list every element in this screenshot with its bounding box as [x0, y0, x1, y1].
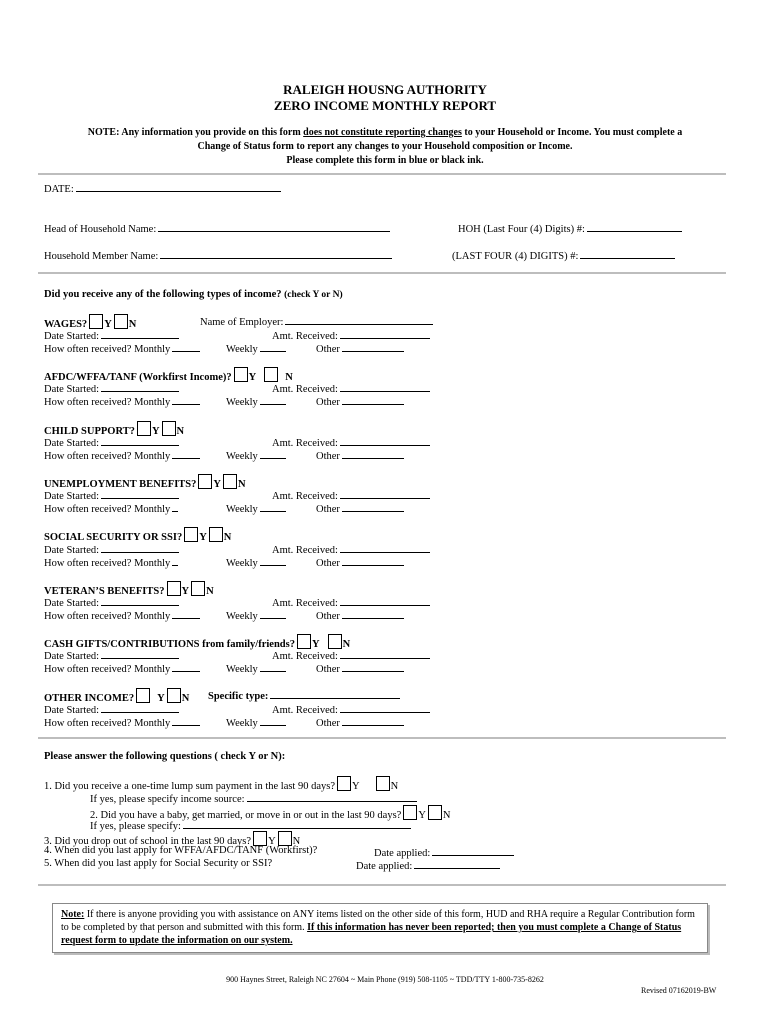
divider: [38, 737, 726, 739]
unemployment-row: UNEMPLOYMENT BENEFITS? Y N: [44, 474, 246, 491]
q2-n-checkbox[interactable]: [428, 805, 442, 820]
question-2: 2. Did you have a baby, get married, or move in or out in the last 90 days? Y N: [90, 805, 451, 822]
cash-gifts-n-checkbox[interactable]: [328, 634, 342, 649]
date-field[interactable]: DATE:: [44, 181, 281, 196]
weekly-field[interactable]: Weekly: [226, 555, 286, 570]
amt-received-field[interactable]: Amt. Received:: [272, 435, 430, 450]
notice-box: Note: If there is anyone providing you with assistance on ANY items listed on the other side of this form, HUD and RHA require a Regular Contribution form to be completed by that person and submitted with this form. If this information has never been reported; then you must complete a Change of Status request form to update the information on our system.: [52, 903, 708, 953]
date-started-field[interactable]: Date Started:: [44, 328, 179, 343]
other-income-row: OTHER INCOME? Y N: [44, 688, 189, 705]
child-support-row: CHILD SUPPORT? Y N: [44, 421, 184, 438]
date-started-field[interactable]: Date Started:: [44, 595, 179, 610]
divider: [38, 884, 726, 886]
org-name: RALEIGH HOUSNG AUTHORITY: [283, 82, 487, 97]
other-field[interactable]: Other: [316, 608, 404, 623]
amt-received-field[interactable]: Amt. Received:: [272, 488, 430, 503]
questions-heading: Please answer the following questions ( check Y or N):: [44, 751, 286, 762]
employer-field[interactable]: Name of Employer:: [200, 314, 433, 329]
footer-address: 900 Haynes Street, Raleigh NC 27604 ~ Main Phone (919) 508-1105 ~ TDD/TTY 1-800-735-8262: [226, 975, 544, 984]
date-started-field[interactable]: Date Started:: [44, 488, 179, 503]
amt-received-field[interactable]: Amt. Received:: [272, 328, 430, 343]
other-field[interactable]: Other: [316, 341, 404, 356]
afdc-row: AFDC/WFFA/TANF (Workfirst Income)? Y N: [44, 367, 293, 384]
last-four-field[interactable]: (LAST FOUR (4) DIGITS) #:: [452, 248, 675, 263]
note-line-1: NOTE: Any information you provide on this form does not constitute reporting changes to your Household or Income. You must complete a: [87, 127, 683, 138]
date-started-field[interactable]: Date Started:: [44, 702, 179, 717]
weekly-field[interactable]: Weekly: [226, 394, 286, 409]
other-income-n-checkbox[interactable]: [167, 688, 181, 703]
question-4: 4. When did you last apply for WFFA/AFDC/TANF (Workfirst)?: [44, 845, 318, 856]
amt-received-field[interactable]: Amt. Received:: [272, 381, 430, 396]
date-started-field[interactable]: Date Started:: [44, 648, 179, 663]
child-support-y-checkbox[interactable]: [137, 421, 151, 436]
how-often-field[interactable]: How often received? Monthly: [44, 341, 200, 356]
weekly-field[interactable]: Weekly: [226, 501, 286, 516]
divider: [38, 173, 726, 175]
how-often-field[interactable]: How often received? Monthly: [44, 608, 200, 623]
cash-gifts-y-checkbox[interactable]: [297, 634, 311, 649]
other-field[interactable]: Other: [316, 661, 404, 676]
child-support-n-checkbox[interactable]: [162, 421, 176, 436]
veteran-n-checkbox[interactable]: [191, 581, 205, 596]
q3-n-checkbox[interactable]: [278, 831, 292, 846]
afdc-n-checkbox[interactable]: [264, 367, 278, 382]
q2-specify-field[interactable]: If yes, please specify:: [90, 818, 411, 833]
other-income-y-checkbox[interactable]: [136, 688, 150, 703]
hoh-name-field[interactable]: Head of Household Name:: [44, 221, 390, 236]
how-often-field[interactable]: How often received? Monthly: [44, 394, 200, 409]
how-often-field[interactable]: How often received? Monthly: [44, 501, 178, 516]
divider: [38, 272, 726, 274]
cash-gifts-row: CASH GIFTS/CONTRIBUTIONS from family/friends? Y N: [44, 634, 350, 651]
q1-source-field[interactable]: If yes, please specify income source:: [90, 791, 417, 806]
ssi-y-checkbox[interactable]: [184, 527, 198, 542]
weekly-field[interactable]: Weekly: [226, 608, 286, 623]
how-often-field[interactable]: How often received? Monthly: [44, 448, 200, 463]
income-question: Did you receive any of the following types of income? (check Y or N): [44, 289, 343, 300]
specific-type-field[interactable]: Specific type:: [208, 688, 400, 703]
weekly-field[interactable]: Weekly: [226, 448, 286, 463]
wages-y-checkbox[interactable]: [89, 314, 103, 329]
wages-row: WAGES? Y N: [44, 314, 136, 331]
how-often-field[interactable]: How often received? Monthly: [44, 661, 200, 676]
amt-received-field[interactable]: Amt. Received:: [272, 702, 430, 717]
hoh-digits-field[interactable]: HOH (Last Four (4) Digits) #:: [458, 221, 682, 236]
date-started-field[interactable]: Date Started:: [44, 435, 179, 450]
other-field[interactable]: Other: [316, 448, 404, 463]
question-3: 3. Did you drop out of school in the last 90 days? Y N: [44, 831, 300, 848]
q3-y-checkbox[interactable]: [253, 831, 267, 846]
other-field[interactable]: Other: [316, 715, 404, 730]
question-5: 5. When did you last apply for Social Security or SSI?: [44, 858, 273, 869]
q1-n-checkbox[interactable]: [376, 776, 390, 791]
unemployment-y-checkbox[interactable]: [198, 474, 212, 489]
note-line-3: Please complete this form in blue or black ink.: [286, 155, 484, 166]
q1-y-checkbox[interactable]: [337, 776, 351, 791]
veteran-y-checkbox[interactable]: [167, 581, 181, 596]
date-started-field[interactable]: Date Started:: [44, 381, 179, 396]
date-started-field[interactable]: Date Started:: [44, 542, 179, 557]
ssi-row: SOCIAL SECURITY OR SSI? Y N: [44, 527, 231, 544]
q5-date-field[interactable]: Date applied:: [356, 858, 500, 873]
afdc-y-checkbox[interactable]: [234, 367, 248, 382]
veteran-row: VETERAN’S BENEFITS? Y N: [44, 581, 214, 598]
other-field[interactable]: Other: [316, 555, 404, 570]
member-name-field[interactable]: Household Member Name:: [44, 248, 392, 263]
question-1: 1. Did you receive a one-time lump sum payment in the last 90 days? Y N: [44, 776, 398, 793]
note-line-2: Change of Status form to report any changes to your Household composition or Income.: [197, 141, 573, 152]
revision-label: Revised 07162019-BW: [641, 986, 717, 995]
how-often-field[interactable]: How often received? Monthly: [44, 555, 178, 570]
other-field[interactable]: Other: [316, 501, 404, 516]
form-title: ZERO INCOME MONTHLY REPORT: [273, 98, 497, 113]
ssi-n-checkbox[interactable]: [209, 527, 223, 542]
how-often-field[interactable]: How often received? Monthly: [44, 715, 200, 730]
amt-received-field[interactable]: Amt. Received:: [272, 595, 430, 610]
weekly-field[interactable]: Weekly: [226, 341, 286, 356]
amt-received-field[interactable]: Amt. Received:: [272, 648, 430, 663]
q4-date-field[interactable]: Date applied:: [374, 845, 514, 860]
other-field[interactable]: Other: [316, 394, 404, 409]
weekly-field[interactable]: Weekly: [226, 661, 286, 676]
amt-received-field[interactable]: Amt. Received:: [272, 542, 430, 557]
wages-n-checkbox[interactable]: [114, 314, 128, 329]
weekly-field[interactable]: Weekly: [226, 715, 286, 730]
unemployment-n-checkbox[interactable]: [223, 474, 237, 489]
